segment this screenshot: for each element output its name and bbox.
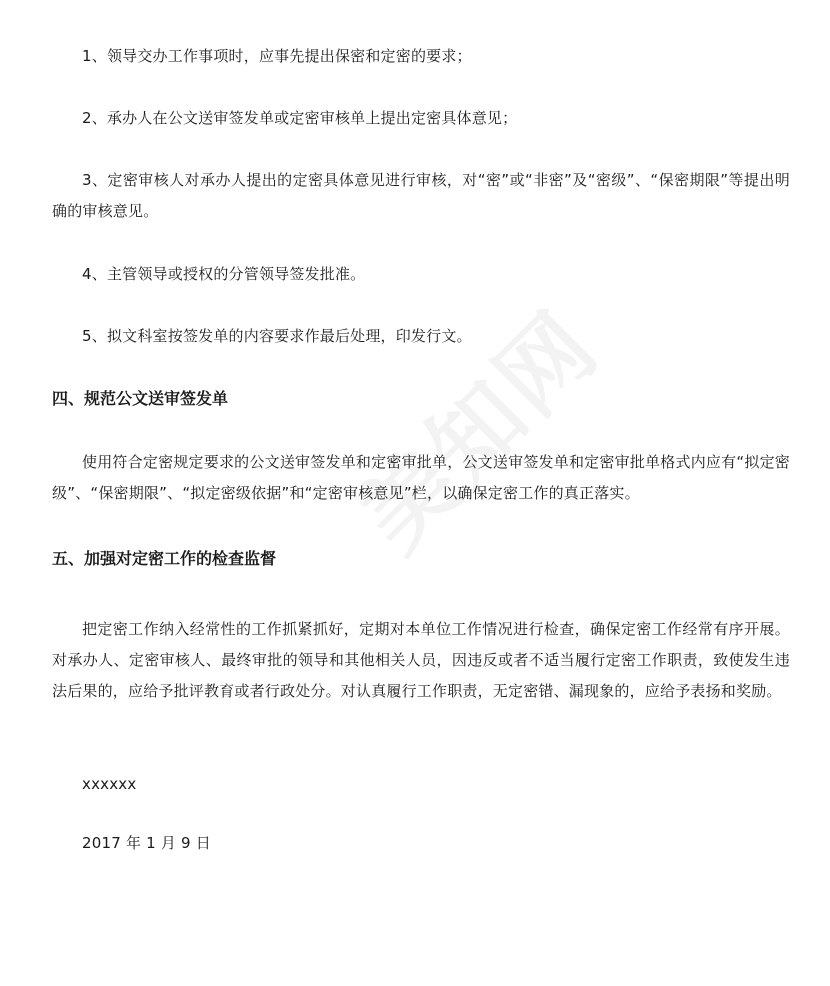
list-item-1: 1、领导交办工作事项时，应事先提出保密和定密的要求； xyxy=(82,47,472,65)
section-4-body: 使用符合定密规定要求的公文送审签发单和定密审批单，公文送审签发单和定密审批单格式内应有“拟定密级”、“保密期限”、“拟定密级依据”和“定密审核意见”栏，以确保定密工作的真正落实。 xyxy=(52,453,790,502)
section-5-heading: 五、加强对定密工作的检查监督 xyxy=(52,549,277,568)
list-item-4: 4、主管领导或授权的分管领导签发批准。 xyxy=(82,265,366,283)
list-item-3: 3、定密审核人对承办人提出的定密具体意见进行审核，对“密”或“非密”及“密级”、“保密期限”等提出明确的审核意见。 xyxy=(52,171,790,220)
signature: xxxxxx xyxy=(82,775,137,793)
list-item-5: 5、拟文科室按签发单的内容要求作最后处理，印发行文。 xyxy=(82,327,472,345)
section-5-body: 把定密工作纳入经常性的工作抓紧抓好，定期对本单位工作情况进行检查，确保定密工作经常有序开展。对承办人、定密审核人、最终审批的领导和其他相关人员，因违反或者不适当履行定密工作职责，致使发生违法后果的，应给予批评教育或者行政处分。对认真履行工作职责，无定密错、漏现象的，应给予表扬和奖励。 xyxy=(52,620,790,700)
section-4-heading: 四、规范公文送审签发单 xyxy=(52,389,229,408)
list-item-2: 2、承办人在公文送审签发单或定密审核单上提出定密具体意见； xyxy=(82,109,518,127)
document-date: 2017 年 1 月 9 日 xyxy=(82,834,211,852)
